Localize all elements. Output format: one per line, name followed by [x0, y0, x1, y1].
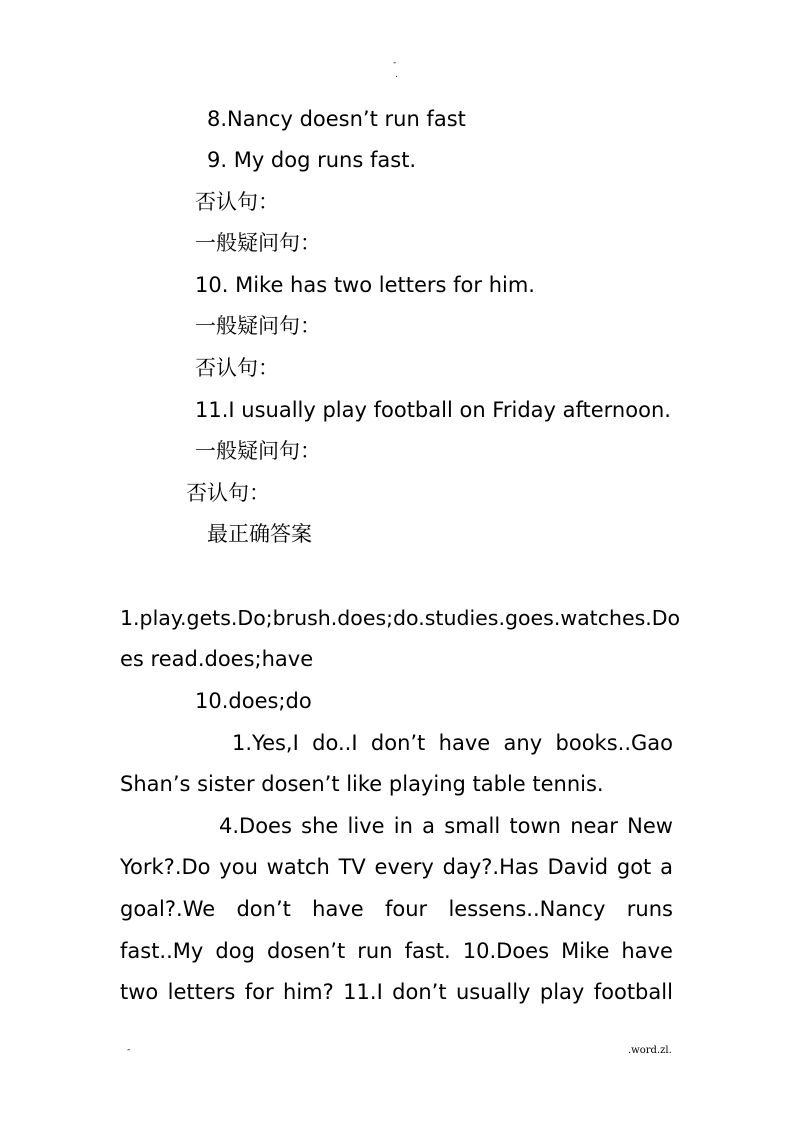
answer-word: a [422, 814, 436, 838]
answer-word: David [547, 855, 609, 879]
answer-part1-line1: 1.play.gets.Do;brush.does;do.studies.goes.watches.Do [120, 606, 681, 630]
answer-word: near [570, 814, 618, 838]
answer-word: watch [266, 855, 330, 879]
exercise-9-negative-label: 否认句： [195, 190, 279, 214]
footer-right-mark: .word.zl. [628, 1045, 672, 1056]
answer-part3-line4 [120, 936, 673, 966]
exercise-9-question-label: 一般疑问句： [195, 231, 321, 255]
answer-word: four [384, 897, 428, 921]
exercise-10: 10. Mike has two letters for him. [195, 273, 535, 297]
answer-word: town [509, 814, 561, 838]
answer-word: do..I [312, 731, 358, 755]
answer-word: day?.Has [442, 855, 539, 879]
answer-word: New [627, 814, 673, 838]
answer-word: books..Gao [555, 731, 673, 755]
footer-left-mark: - [127, 1045, 131, 1055]
answer-word: TV [338, 855, 366, 879]
exercise-11: 11.I usually play football on Friday afternoon. [195, 398, 671, 422]
answer-part3-line5 [120, 977, 673, 1007]
answer-word: dosen’t [266, 939, 346, 963]
answer-word: every [374, 855, 434, 879]
answer-word: runs [626, 897, 673, 921]
answer-word: 4.Does [219, 814, 292, 838]
answer-word: 10.Does [462, 939, 550, 963]
exercise-10-question-label: 一般疑问句： [195, 314, 321, 338]
answer-word: have [438, 731, 491, 755]
answer-word: Mike [561, 939, 610, 963]
answer-word: have [312, 897, 364, 921]
answer-word: lessens..Nancy [448, 897, 606, 921]
answer-part1-line2: es read.does;have [120, 647, 314, 671]
answer-word: letters [167, 980, 236, 1004]
answer-word: live [347, 814, 385, 838]
answer-word: got [616, 855, 652, 879]
answers-title: 最正确答案 [207, 522, 312, 546]
answer-word: don’t [392, 980, 447, 1004]
exercise-11-negative-label: 否认句： [186, 481, 270, 505]
answer-word: play [539, 980, 585, 1004]
answer-word: 11.I [343, 980, 383, 1004]
answer-word: run [357, 939, 393, 963]
answer-word: York?.Do [120, 855, 211, 879]
answer-part1-line3: 10.does;do [195, 689, 312, 713]
answer-word: a [660, 855, 673, 879]
answer-part3-line2 [120, 852, 673, 882]
answer-word: fast. [404, 939, 451, 963]
answer-part3-line3 [120, 894, 673, 924]
answer-word: usually [455, 980, 531, 1004]
answer-word: small [444, 814, 501, 838]
answer-word: for [244, 980, 274, 1004]
answer-word: 1.Yes,I [232, 731, 299, 755]
answer-word: dog [215, 939, 255, 963]
answer-word: any [503, 731, 543, 755]
answer-word: goal?.We [120, 897, 216, 921]
answer-word: she [301, 814, 339, 838]
exercise-11-question-label: 一般疑问句： [195, 439, 321, 463]
answer-word: two [120, 980, 159, 1004]
answer-word: fast..My [120, 939, 204, 963]
answer-word: don’t [236, 897, 291, 921]
header-dash: - [393, 58, 397, 68]
answer-word: in [393, 814, 413, 838]
exercise-10-negative-label: 否认句： [195, 356, 279, 380]
exercise-9: 9. My dog runs fast. [207, 148, 417, 172]
answer-part2-line1 [232, 728, 673, 758]
answer-word: have [621, 939, 673, 963]
exercise-8: 8.Nancy doesn’t run fast [207, 107, 466, 131]
answer-word: don’t [370, 731, 426, 755]
answer-word: you [219, 855, 258, 879]
header-dot: . [395, 70, 398, 80]
answer-word: him? [283, 980, 334, 1004]
answer-part2-line2: Shan’s sister dosen’t like playing table tennis. [120, 772, 604, 796]
answer-word: football [593, 980, 673, 1004]
answer-part3-line1 [219, 811, 673, 841]
